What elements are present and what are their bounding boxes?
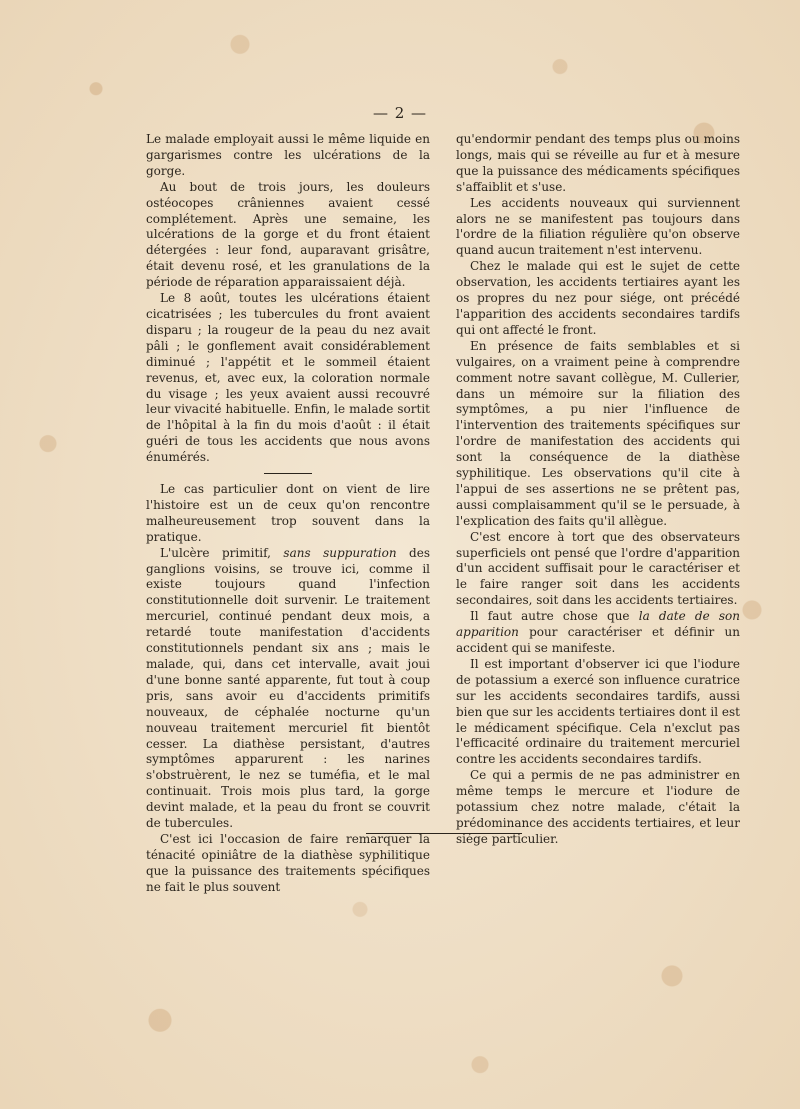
- paragraph: Il est important d'observer ici que l'iodure de potassium a exercé son influence curatrice sur les accidents secondaires tardifs, aussi bien que sur les accidents tertiaires dont il est le médicament spécifique. Cela n'exclut pas l'efficacité ordinaire du traitement mercuriel contre les accidents secondaires tardifs.: [456, 656, 740, 767]
- text-run: L'ulcère primitif,: [160, 545, 284, 560]
- paragraph: qu'endormir pendant des temps plus ou moins longs, mais qui se réveille au fur et à mesure que la puissance des médicaments spécifiques s'affaiblit et s'use.: [456, 132, 740, 194]
- paragraph: Le malade employait aussi le même liquide en gargarismes contre les ulcérations de la gorge.: [146, 132, 430, 178]
- paragraph: C'est encore à tort que des observateurs superficiels ont pensé que l'ordre d'apparition d'un accident suffisait pour le caractériser et le faire ranger soit dans les accidents secondaires, soit dans les accidents tertiaires.: [456, 529, 740, 608]
- paragraph: C'est ici l'occasion de faire remarquer la ténacité opiniâtre de la diathèse syphilitique que la puissance des traitements spécifiques ne fait le plus souvent: [146, 831, 430, 894]
- text-run: pour caractériser et définir un accident qui se manifeste.: [456, 625, 740, 655]
- paragraph: Le 8 août, toutes les ulcérations étaient cicatrisées ; les tubercules du front avaient disparu ; la rougeur de la peau du nez avait pâli ; le gonflement avait considérablement diminué ; l'appétit et le sommeil étaient revenus, et, avec eux, la coloration normale du visage ; les yeux avaient aussi recouvré leur vivacité habituelle. Enfin, le malade sortit de l'hôpital à la fin du mois d'août : il était guéri de tous les accidents que nous avons énumérés.: [146, 291, 430, 465]
- paragraph: Ce qui a permis de ne pas administrer en même temps le mercure et l'iodure de potassium chez notre malade, c'était la prédominance des accidents tertiaires, et leur siége particulier.: [456, 768, 740, 846]
- emphasis-text: sans suppuration: [283, 545, 397, 560]
- text-run: des ganglions voisins, se trouve ici, comme il existe toujours quand l'infection constitutionnelle doit survenir. Le traitement mercuriel, continué pendant deux mois, a retardé toute manifestation d'accidents constitutionnels pendant six ans ; mais le malade, qui, dans cet intervalle, avait joui d'une bonne santé apparente, fut tout à coup pris, sans avoir eu d'accidents primitifs nouveaux, de céphalée nocturne qu'un nouveau traitement mercuriel fit bientôt cesser. La diathèse persistant, d'autres symptômes apparurent : les narines s'obstruèrent, le nez se tuméfia, et le mal continuait. Trois mois plus tard, la gorge devint malade, et la peau du front se couvrit de tubercules.: [146, 545, 430, 831]
- paragraph: Les accidents nouveaux qui surviennent alors ne se manifestent pas toujours dans l'ordre de la filiation régulière qu'on observe quand aucun traitement n'est intervenu.: [456, 195, 740, 258]
- text-run: Il faut autre chose que: [470, 609, 639, 624]
- paragraph: Le cas particulier dont on vient de lire l'histoire est un de ceux qu'on rencontre malheureusement trop souvent dans la pratique.: [146, 482, 430, 544]
- left-column: [146, 132, 430, 896]
- paragraph: En présence de faits semblables et si vulgaires, on a vraiment peine à comprendre comment notre savant collègue, M. Cullerier, dans un mémoire sur la filiation des symptômes, a pu nier l'influence de l'intervention des traitements spécifiques sur l'ordre de manifestation des accidents qui sont la conséquence de la diathèse syphilitique. Les observations qu'il cite à l'appui de ses assertions ne se prêtent pas, aussi complaisamment qu'il se le persuade, à l'explication des faits qu'il allègue.: [456, 338, 740, 528]
- right-column: [456, 132, 740, 848]
- page-number: — 2 —: [372, 104, 428, 122]
- paragraph: [456, 609, 740, 657]
- emphasis-text: la date de son apparition: [456, 609, 740, 640]
- paragraph: [146, 546, 430, 832]
- paragraph: Chez le malade qui est le sujet de cette observation, les accidents tertiaires ayant les os propres du nez pour siége, ont précédé l'apparition des accidents secondaires tardifs qui ont affecté le front.: [456, 259, 740, 337]
- paragraph: Au bout de trois jours, les douleurs ostéocopes crâniennes avaient cessé complétement. Après une semaine, les ulcérations de la gorge et du front étaient détergées : leur fond, auparavant grisâtre, était devenu rosé, et les granulations de la période de réparation apparaissaient déjà.: [146, 179, 430, 290]
- end-rule: [366, 833, 522, 834]
- section-divider: [264, 473, 312, 474]
